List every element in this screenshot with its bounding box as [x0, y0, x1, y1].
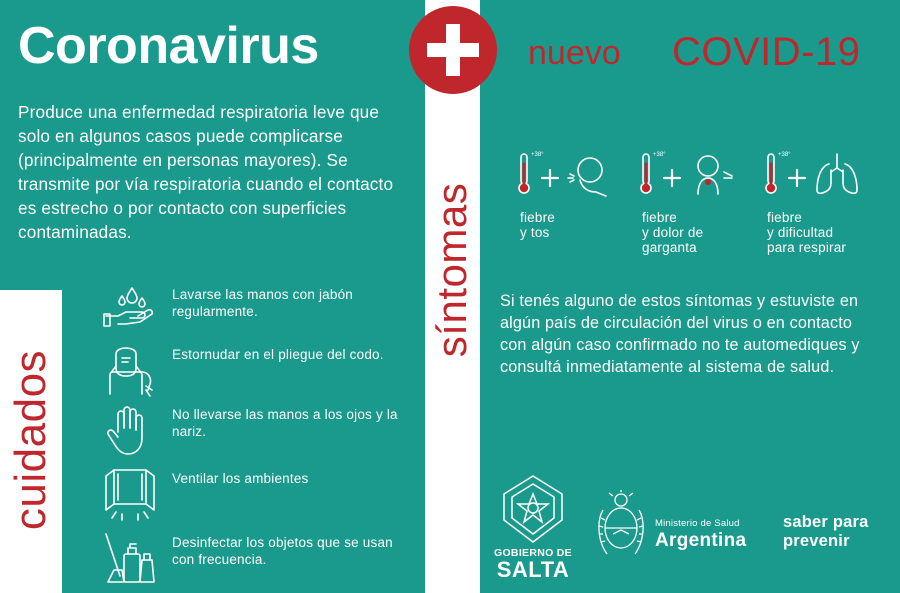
argentina-coat-of-arms-icon [595, 490, 647, 560]
temp-label: +38° [653, 152, 666, 158]
handwash-icon [102, 282, 158, 338]
symptom-fever-cough [518, 150, 643, 270]
salta-big-text: SALTA [496, 557, 570, 582]
care-item-disinfect [100, 530, 420, 590]
care-text: Desinfectar los objetos que se usan con frecuencia. [172, 535, 393, 567]
symptom-text: fiebre y dolor de garganta [642, 210, 704, 255]
intro-text: Produce una enfermedad respiratoria leve que solo en algunos casos puede complicarse (principalmente en personas mayores). Se transmite por vía respiratoria cuando el contacto es estrecho o por contacto con superficies contaminadas. [18, 102, 394, 242]
salta-small-text: GOBIERNO DE [494, 547, 572, 559]
cuidados-label: cuidados [6, 349, 55, 531]
care-text: Estornudar en el pliegue del codo. [172, 347, 384, 362]
cleaning-supplies-icon [102, 530, 158, 586]
care-text: No llevarse las manos a los ojos y la nariz. [172, 407, 398, 439]
page-title: Coronavirus [18, 17, 319, 75]
gobierno-salta-logo [488, 472, 578, 584]
salta-emblem-icon [488, 472, 578, 546]
symptom-text: fiebre y dificultad para respirar [767, 210, 847, 255]
symptom-fever-breathing [765, 150, 890, 270]
heading-covid: COVID-19 [672, 30, 861, 74]
advice-text: Si tenés alguno de estos síntomas y estuviste en algún país de circulación del virus o en contacto con algún caso confirmado no te automediques y consultá inmediatamente al sistema de salud. [500, 292, 860, 376]
heading-nuevo: nuevo [528, 34, 621, 72]
slogan-text: saber para prevenir [783, 513, 869, 550]
open-window-icon [102, 466, 158, 522]
temp-label: +38° [531, 152, 544, 158]
care-item-no-touch [100, 402, 420, 462]
argentina-label: Argentina [655, 530, 747, 551]
symptom-text: fiebre y tos [520, 210, 555, 240]
symptom-fever-throat [640, 150, 765, 270]
red-cross-icon [409, 6, 497, 94]
sintomas-label: síntomas [428, 182, 475, 358]
care-text: Ventilar los ambientes [172, 471, 309, 486]
temp-label: +38° [778, 152, 791, 158]
care-item-handwash [100, 282, 420, 342]
sneeze-elbow-icon [102, 342, 158, 398]
care-text: Lavarse las manos con jabón regularmente. [172, 287, 354, 319]
ministerio-salud-logo [595, 490, 760, 560]
ministry-label: Ministerio de Salud [655, 518, 740, 529]
care-item-sneeze [100, 342, 420, 402]
hand-stop-icon [102, 402, 158, 458]
care-item-ventilate [100, 466, 420, 526]
